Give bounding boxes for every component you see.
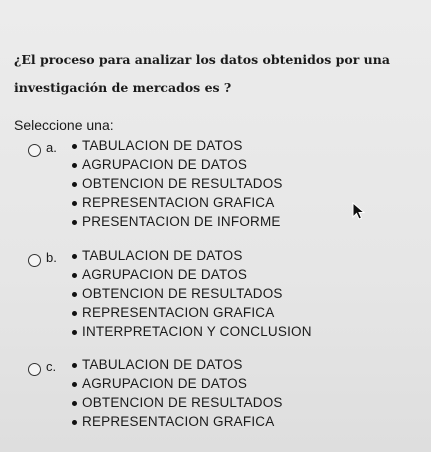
bullet-icon bbox=[72, 182, 77, 187]
list-item: INTERPRETACION Y CONCLUSION bbox=[82, 324, 312, 339]
bullet-icon bbox=[72, 273, 77, 278]
list-item: TABULACION DE DATOS bbox=[82, 357, 243, 372]
option-c-letter: c. bbox=[46, 359, 57, 374]
bullet-icon bbox=[72, 363, 77, 368]
mouse-pointer-icon bbox=[352, 202, 366, 220]
bullet-icon bbox=[72, 254, 77, 259]
bullet-icon bbox=[72, 420, 77, 425]
list-item: REPRESENTACION GRAFICA bbox=[82, 305, 274, 320]
option-b-letter: b. bbox=[46, 250, 57, 265]
list-item: AGRUPACION DE DATOS bbox=[82, 267, 247, 282]
list-item: OBTENCION DE RESULTADOS bbox=[82, 395, 283, 410]
bullet-icon bbox=[72, 201, 77, 206]
list-item: OBTENCION DE RESULTADOS bbox=[82, 286, 283, 301]
option-a-letter: a. bbox=[46, 140, 57, 155]
select-prompt: Seleccione una: bbox=[14, 117, 114, 133]
bullet-icon bbox=[72, 144, 77, 149]
bullet-icon bbox=[72, 311, 77, 316]
option-a-radio[interactable] bbox=[28, 144, 41, 157]
list-item: TABULACION DE DATOS bbox=[82, 248, 243, 263]
list-item: REPRESENTACION GRAFICA bbox=[82, 414, 274, 429]
option-b-radio[interactable] bbox=[28, 254, 41, 267]
list-item: PRESENTACION DE INFORME bbox=[82, 214, 281, 229]
bullet-icon bbox=[72, 401, 77, 406]
bullet-icon bbox=[72, 330, 77, 335]
option-c-radio[interactable] bbox=[28, 363, 41, 376]
list-item: TABULACION DE DATOS bbox=[82, 138, 243, 153]
bullet-icon bbox=[72, 382, 77, 387]
question-text: ¿El proceso para analizar los datos obtenidos por una investigación de mercados es ? bbox=[14, 52, 390, 95]
list-item: AGRUPACION DE DATOS bbox=[82, 157, 247, 172]
bullet-icon bbox=[72, 220, 77, 225]
bullet-icon bbox=[72, 292, 77, 297]
list-item: REPRESENTACION GRAFICA bbox=[82, 195, 274, 210]
bullet-icon bbox=[72, 163, 77, 168]
list-item: AGRUPACION DE DATOS bbox=[82, 376, 247, 391]
list-item: OBTENCION DE RESULTADOS bbox=[82, 176, 283, 191]
